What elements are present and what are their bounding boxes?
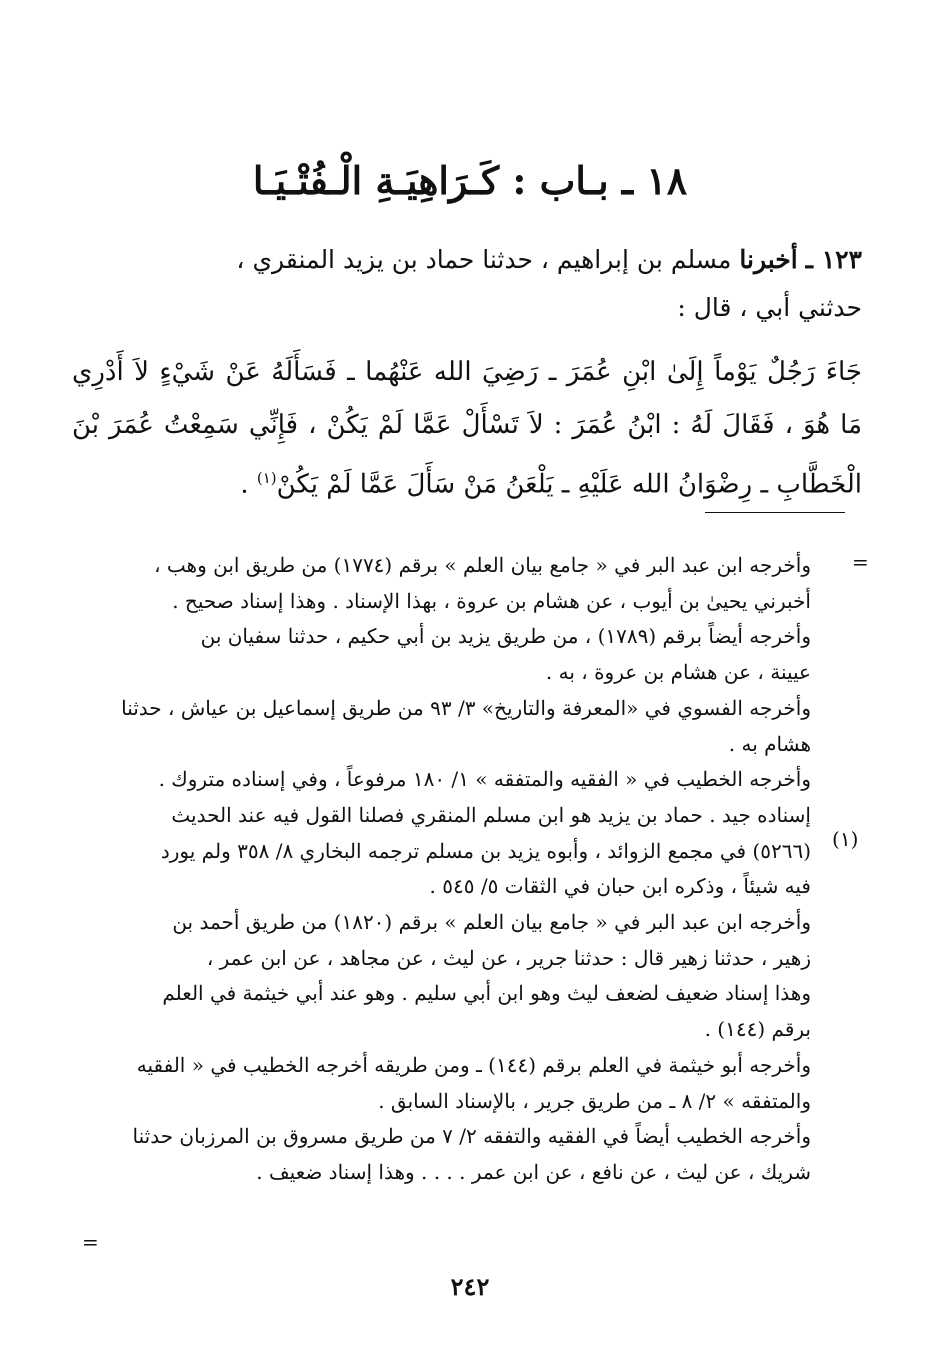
hadith-lead-word: أخبرنا [739,245,798,274]
hadith-number: ١٢٣ ـ [805,245,862,274]
footnote-1-marker: (١) [832,827,859,851]
hadith-matn-line-1: جَاءَ رَجُلٌ يَوْماً إِلَىٰ ابْنِ عُمَرَ ـ رَضِيَ الله عَنْهُما ـ فَسَأَلَهُ عَنْ شَيْءٍ لاَ أَدْرِي [72,357,862,387]
footnote-line: برقم (١٤٤) . [704,1017,811,1042]
footnote-line: وأخرجه أيضاً برقم (١٧٨٩) ، من طريق يزيد بن أبي حكيم ، حدثنا سفيان بن [200,624,811,649]
hadith-chain-text: مسلم بن إبراهيم ، حدثنا حماد بن يزيد المنقري ، [236,245,732,274]
footnote-reference[interactable]: (١) [256,469,277,487]
footnote-line: هشام به . [728,731,811,756]
hadith-chain-line-2: حدثني أبي ، قال : [677,293,862,322]
hadith-matn-text: الْخَطَّابِ ـ رِضْوَانُ الله عَلَيْهِ ـ يَلْعَنُ مَنْ سَأَلَ عَمَّا لَمْ يَكُنْ [276,469,862,500]
chapter-title: ١٨ ـ بـاب : كَـرَاهِيَـةِ الْـفُتْـيَـا [252,158,688,203]
footnote-line: فيه شيئاً ، وذكره ابن حبان في الثقات ٥/ ٥٤٥ . [429,874,811,899]
footnote-line: وأخرجه الفسوي في «المعرفة والتاريخ» ٣/ ٩٣ من طريق إسماعيل بن عياش ، حدثنا [121,695,811,720]
page-number: ٢٤٢ [450,1272,490,1301]
footnote-line: وأخرجه ابن عبد البر في « جامع بيان العلم » برقم (١٨٢٠) من طريق أحمد بن [172,910,811,935]
hadith-end-mark: . [240,469,257,500]
footnote-line: وأخرجه الخطيب أيضاً في الفقيه والتفقه ٢/ ٧ من طريق مسروق بن المرزبان حدثنا [132,1124,811,1149]
footnotes-block [76,548,811,1191]
footnote-separator [705,512,845,513]
footnote-line: شريك ، عن ليث ، عن نافع ، عن ابن عمر . . . . وهذا إسناد ضعيف . [256,1159,811,1184]
continuation-marker: = [852,550,869,574]
hadith-chain-line-1 [72,236,862,284]
footnote-line: عيينة ، عن هشام بن عروة ، به . [545,660,811,685]
footnote-line: أخبرني يحيىٰ بن أيوب ، عن هشام بن عروة ، بهذا الإسناد . وهذا إسناد صحيح . [172,588,811,613]
footnote-line: وهذا إسناد ضعيف لضعف ليث وهو ابن أبي سليم . وهو عند أبي خيثمة في العلم [162,981,811,1006]
hadith-matn-line-2: مَا هُوَ ، فَقَالَ لَهُ : ابْنُ عُمَرَ : لاَ تَسْأَلْ عَمَّا لَمْ يَكُنْ ، فَإِنِّي سَمِعْتُ عُمَرَ بْنَ [72,410,862,440]
footnote-line: والمتفقه » ٢/ ٨ ـ من طريق جرير ، بالإسناد السابق . [378,1088,811,1113]
hadith-matn-line-3 [72,452,862,512]
footnote-line: زهير ، حدثنا زهير قال : حدثنا جرير ، عن ليث ، عن مجاهد ، عن ابن عمر ، [206,945,811,970]
footnote-end-marker: = [82,1230,99,1254]
footnote-line: وأخرجه أبو خيثمة في العلم برقم (١٤٤) ـ ومن طريقه أخرجه الخطيب في « الفقيه [136,1052,811,1077]
footnote-line: إسناده جيد . حماد بن يزيد هو ابن مسلم المنقري فصلنا القول فيه عند الحديث [171,802,811,827]
footnote-line: (٥٢٦٦) في مجمع الزوائد ، وأبوه يزيد بن مسلم ترجمه البخاري ٨/ ٣٥٨ ولم يورد [160,838,811,863]
footnote-line: وأخرجه ابن عبد البر في « جامع بيان العلم » برقم (١٧٧٤) من طريق ابن وهب ، [154,553,811,577]
footnote-line: وأخرجه الخطيب في « الفقيه والمتفقه » ١/ ١٨٠ مرفوعاً ، وفي إسناده متروك . [158,767,811,792]
